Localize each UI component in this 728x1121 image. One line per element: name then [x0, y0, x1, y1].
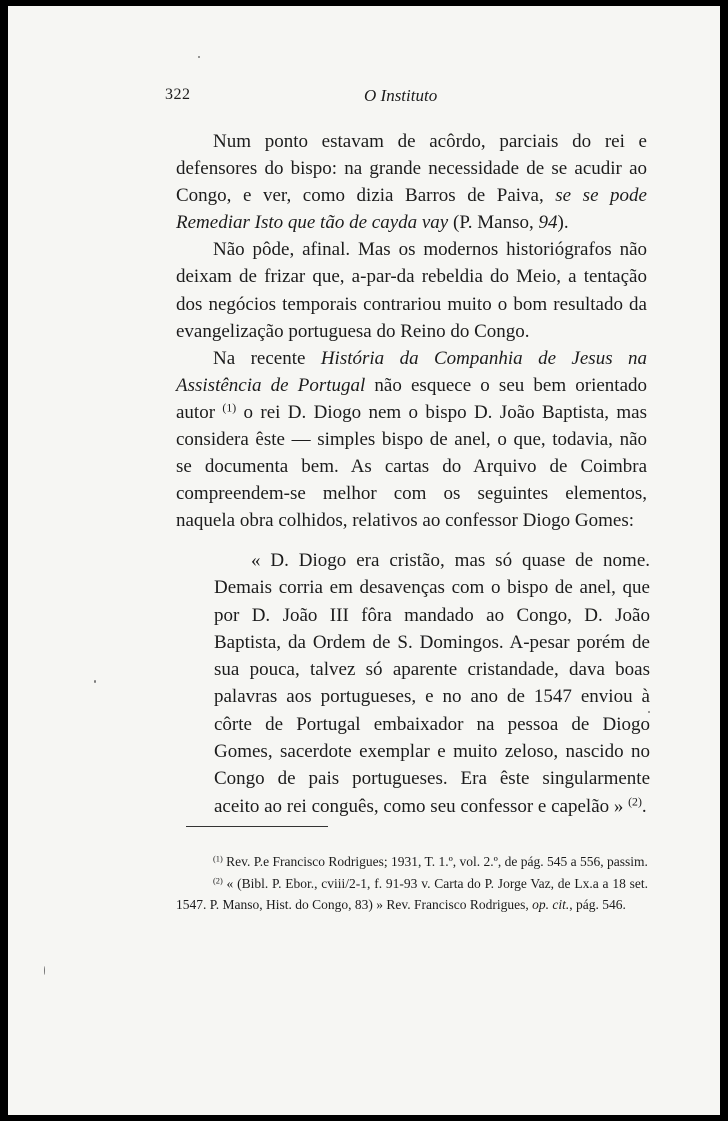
- manso-ref-close: ).: [557, 212, 569, 234]
- quote-text: « D. Diogo era cristão, mas só quase de nome. Demais corria em desavenças com o bispo de anel, que por D. João III fôra mandado ao Congo, D. João Baptista, da Ordem de S. Domingos. A-pesar porém de sua pouca, talvez só aparente cristandade, dava boas palavras aos portugueses, e no ano de 1547 enviou à côrte de Portugal embaixador na pessoa de Diogo Gomes, sacerdote exemplar e muito zeloso, nascido no Congo de pais portugueses. Era êste singularmente aceito ao rei conguês, como seu confessor e capelão »: [214, 550, 650, 817]
- paiva-quote: se se pode Remediar Isto que tão de cayda vay: [176, 185, 647, 234]
- page-number: 322: [165, 86, 191, 103]
- paragraph-1-text: Num ponto estavam de acôrdo, parciais do rei e defensores do bispo: na grande necessidade de se acudir ao Congo, e ver, como dizia Barros de Paiva,: [176, 131, 647, 207]
- manso-ref-page: 94: [538, 212, 558, 234]
- running-title: O Instituto: [364, 86, 438, 105]
- paper-speck: [648, 711, 650, 713]
- footnote-ref-1: (1): [222, 401, 237, 415]
- footnote-2-marker: (2): [213, 875, 223, 885]
- paragraph-3-rest: o rei D. Diogo nem o bispo D. João Baptista, mas considera êste — simples bispo de anel, o que, todavia, não se documenta bem. As cartas do Arquivo de Coimbra compreendem-se melhor com os seguintes elementos, naquela obra colhidos, relativos ao confessor Diogo Gomes:: [176, 401, 647, 532]
- footnote-rule: [186, 826, 328, 827]
- footnote-ref-2: (2): [628, 795, 642, 809]
- footnote-1: [176, 851, 648, 873]
- paper-speck: [44, 966, 45, 975]
- paragraph-3-lead: Na recente: [213, 347, 321, 369]
- work-title: História da Companhia de Jesus na Assistência de Portugal: [176, 347, 647, 396]
- manso-ref-open: (P. Manso,: [448, 212, 539, 234]
- footnote-2: [176, 873, 648, 916]
- footnotes: [176, 851, 648, 916]
- footnote-2-end: , pág. 546.: [569, 897, 626, 912]
- paper-speck: [94, 680, 96, 683]
- footnote-2-italic: op. cit.: [532, 897, 570, 912]
- paragraph-3-text: não esquece o seu bem orientado autor: [176, 374, 647, 423]
- footnote-1-marker: (1): [213, 854, 223, 864]
- quote-paragraph: [214, 547, 650, 820]
- block-quote: [214, 547, 650, 820]
- main-text: [176, 128, 647, 534]
- footnote-2-text: « (Bibl. P. Ebor., cviii/2-1, f. 91-93 v. Carta do P. Jorge Vaz, de Lx.a a 18 set. 1547. P. Manso, Hist. do Congo, 83) » Rev. Francisco Rodrigues,: [176, 875, 648, 912]
- paragraph-1: [176, 128, 647, 236]
- paragraph-2: Não pôde, afinal. Mas os modernos historiógrafos não deixam de frizar que, a-par-da rebeldia do Meio, a tentação dos negócios temporais contrariou muito o bom resultado da evangelização portuguesa do Reino do Congo.: [176, 239, 647, 342]
- footnote-1-text: Rev. P.e Francisco Rodrigues; 1931, T. 1.º, vol. 2.º, de pág. 545 a 556, passim.: [222, 854, 648, 869]
- paper-speck: [198, 56, 200, 58]
- paragraph-3: [176, 345, 647, 535]
- book-page: [8, 6, 720, 1115]
- quote-end: .: [641, 795, 647, 817]
